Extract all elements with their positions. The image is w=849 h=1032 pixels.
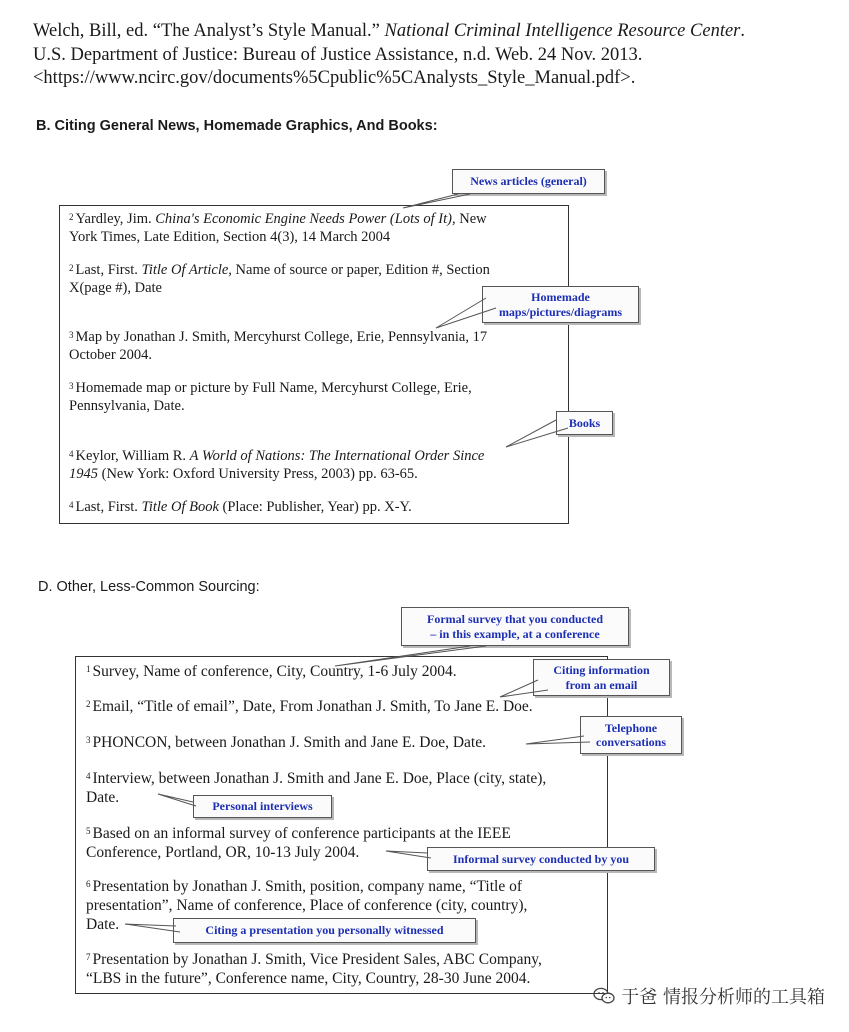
pointer-phone xyxy=(526,736,590,744)
callout-label: from an email xyxy=(565,677,638,692)
wechat-icon xyxy=(593,987,615,1005)
entry-text: PHONCON, between Jonathan J. Smith and Jane E. Doe, Date. xyxy=(92,734,486,751)
entry-text: presentation”, Name of conference, Place of conference (city, country), xyxy=(86,897,528,914)
footnote-number: 2 xyxy=(69,212,74,222)
pointer-informal xyxy=(386,851,431,858)
entry-italic: 1945 xyxy=(69,466,98,482)
callout-label: Homemade xyxy=(531,290,590,304)
entry-text: Presentation by Jonathan J. Smith, position, company name, “Title of xyxy=(92,878,523,895)
callout-label: Informal survey conducted by you xyxy=(452,851,629,866)
entry-text: Presentation by Jonathan J. Smith, Vice President Sales, ABC Company, xyxy=(92,951,542,968)
watermark xyxy=(593,983,825,1009)
callout-label: Formal survey that you conducted xyxy=(427,612,603,626)
entry-text: “LBS in the future”, Conference name, City, Country, 28-30 June 2004. xyxy=(86,970,531,987)
pointer-homemade xyxy=(436,298,496,328)
entry-text: Pennsylvania, Date. xyxy=(69,398,185,414)
section-d-heading: D. Other, Less-Common Sourcing: xyxy=(38,579,260,595)
entry-text: Based on an informal survey of conference participants at the IEEE xyxy=(92,825,511,842)
entry-text: Yardley, Jim. xyxy=(75,211,156,227)
citation-author-title: Welch, Bill, ed. “The Analyst’s Style Manual.” xyxy=(33,21,385,41)
citation-publisher: National Criminal Intelligence Resource Center xyxy=(384,21,741,41)
callout-label: Citing information xyxy=(553,663,650,677)
footnote-number: 4 xyxy=(69,449,74,459)
footnote-number: 3 xyxy=(69,330,74,340)
footnote-number: 1 xyxy=(86,664,91,674)
pointer-email xyxy=(500,680,548,697)
entry-text: (Place: Publisher, Year) pp. X-Y. xyxy=(218,499,412,515)
entry-text: York Times, Late Edition, Section 4(3), 14 March 2004 xyxy=(69,229,391,245)
callout-label: Telephone xyxy=(604,720,658,735)
citation-line-3: <https://www.ncirc.gov/documents%5Cpublic%5CAnalysts_Style_Manual.pdf>. xyxy=(33,68,636,88)
callout-label: News articles (general) xyxy=(470,174,587,189)
callout-label: maps/pictures/diagrams xyxy=(498,304,623,319)
pointer-news xyxy=(403,194,470,208)
citation-line-2: U.S. Department of Justice: Bureau of Justice Assistance, n.d. Web. 24 Nov. 2013. xyxy=(33,45,643,65)
entry-text: Homemade map or picture by Full Name, Mercyhurst College, Erie, xyxy=(75,380,472,396)
entry-text: Map by Jonathan J. Smith, Mercyhurst College, Erie, Pennsylvania, 17 xyxy=(75,329,488,345)
entry-text: Keylor, William R. xyxy=(75,448,190,464)
footnote-number: 6 xyxy=(86,879,91,889)
entry-text: , New xyxy=(451,211,487,227)
entry-italic: China's Economic Engine Needs Power (Lots of It) xyxy=(155,211,452,227)
entry-text: Date. xyxy=(86,789,120,806)
entry-text: Email, “Title of email”, Date, From Jonathan J. Smith, To Jane E. Doe. xyxy=(92,698,533,715)
entry-italic: Title Of Article, xyxy=(141,262,232,278)
callout-label: Personal interviews xyxy=(212,799,313,814)
footnote-number: 5 xyxy=(86,826,91,836)
entry-text: (New York: Oxford University Press, 2003) pp. 63-65. xyxy=(98,466,418,482)
pointer-books xyxy=(506,420,568,447)
entry-text: October 2004. xyxy=(69,347,152,363)
entry-text: Interview, between Jonathan J. Smith and Jane E. Doe, Place (city, state), xyxy=(92,770,547,787)
callout-label: conversations xyxy=(596,735,666,749)
pointer-presentation xyxy=(125,924,180,932)
entry-italic: Title Of Book xyxy=(141,499,219,515)
footnote-number: 3 xyxy=(86,735,91,745)
entry-text: X(page #), Date xyxy=(69,280,162,296)
callout-label: Books xyxy=(568,415,601,430)
pointer-interview xyxy=(158,794,196,806)
pointer-survey xyxy=(335,646,486,666)
watermark-text: 于爸 情报分析师的工具箱 xyxy=(621,987,825,1008)
callout-label: Citing a presentation you personally witnessed xyxy=(205,923,444,938)
section-b-heading: B. Citing General News, Homemade Graphics, And Books: xyxy=(36,118,438,134)
citation-period: . xyxy=(740,21,745,41)
footnote-number: 2 xyxy=(69,263,74,273)
entry-text: Name of source or paper, Edition #, Section xyxy=(231,262,490,278)
callout-label: – in this example, at a conference xyxy=(430,626,600,641)
footnote-number: 7 xyxy=(86,952,91,962)
entry-text: Date. xyxy=(86,916,120,933)
footnote-number: 4 xyxy=(69,500,74,510)
entry-italic: A World of Nations: The International Order Since xyxy=(189,448,485,464)
entry-text: Last, First. xyxy=(75,499,142,515)
footnote-number: 2 xyxy=(86,699,91,709)
footnote-number: 4 xyxy=(86,771,91,781)
footnote-number: 3 xyxy=(69,381,74,391)
entry-text: Survey, Name of conference, City, Country, 1-6 July 2004. xyxy=(92,663,457,680)
entry-text: Last, First. xyxy=(75,262,142,278)
entry-text: Conference, Portland, OR, 10-13 July 2004. xyxy=(86,844,360,861)
